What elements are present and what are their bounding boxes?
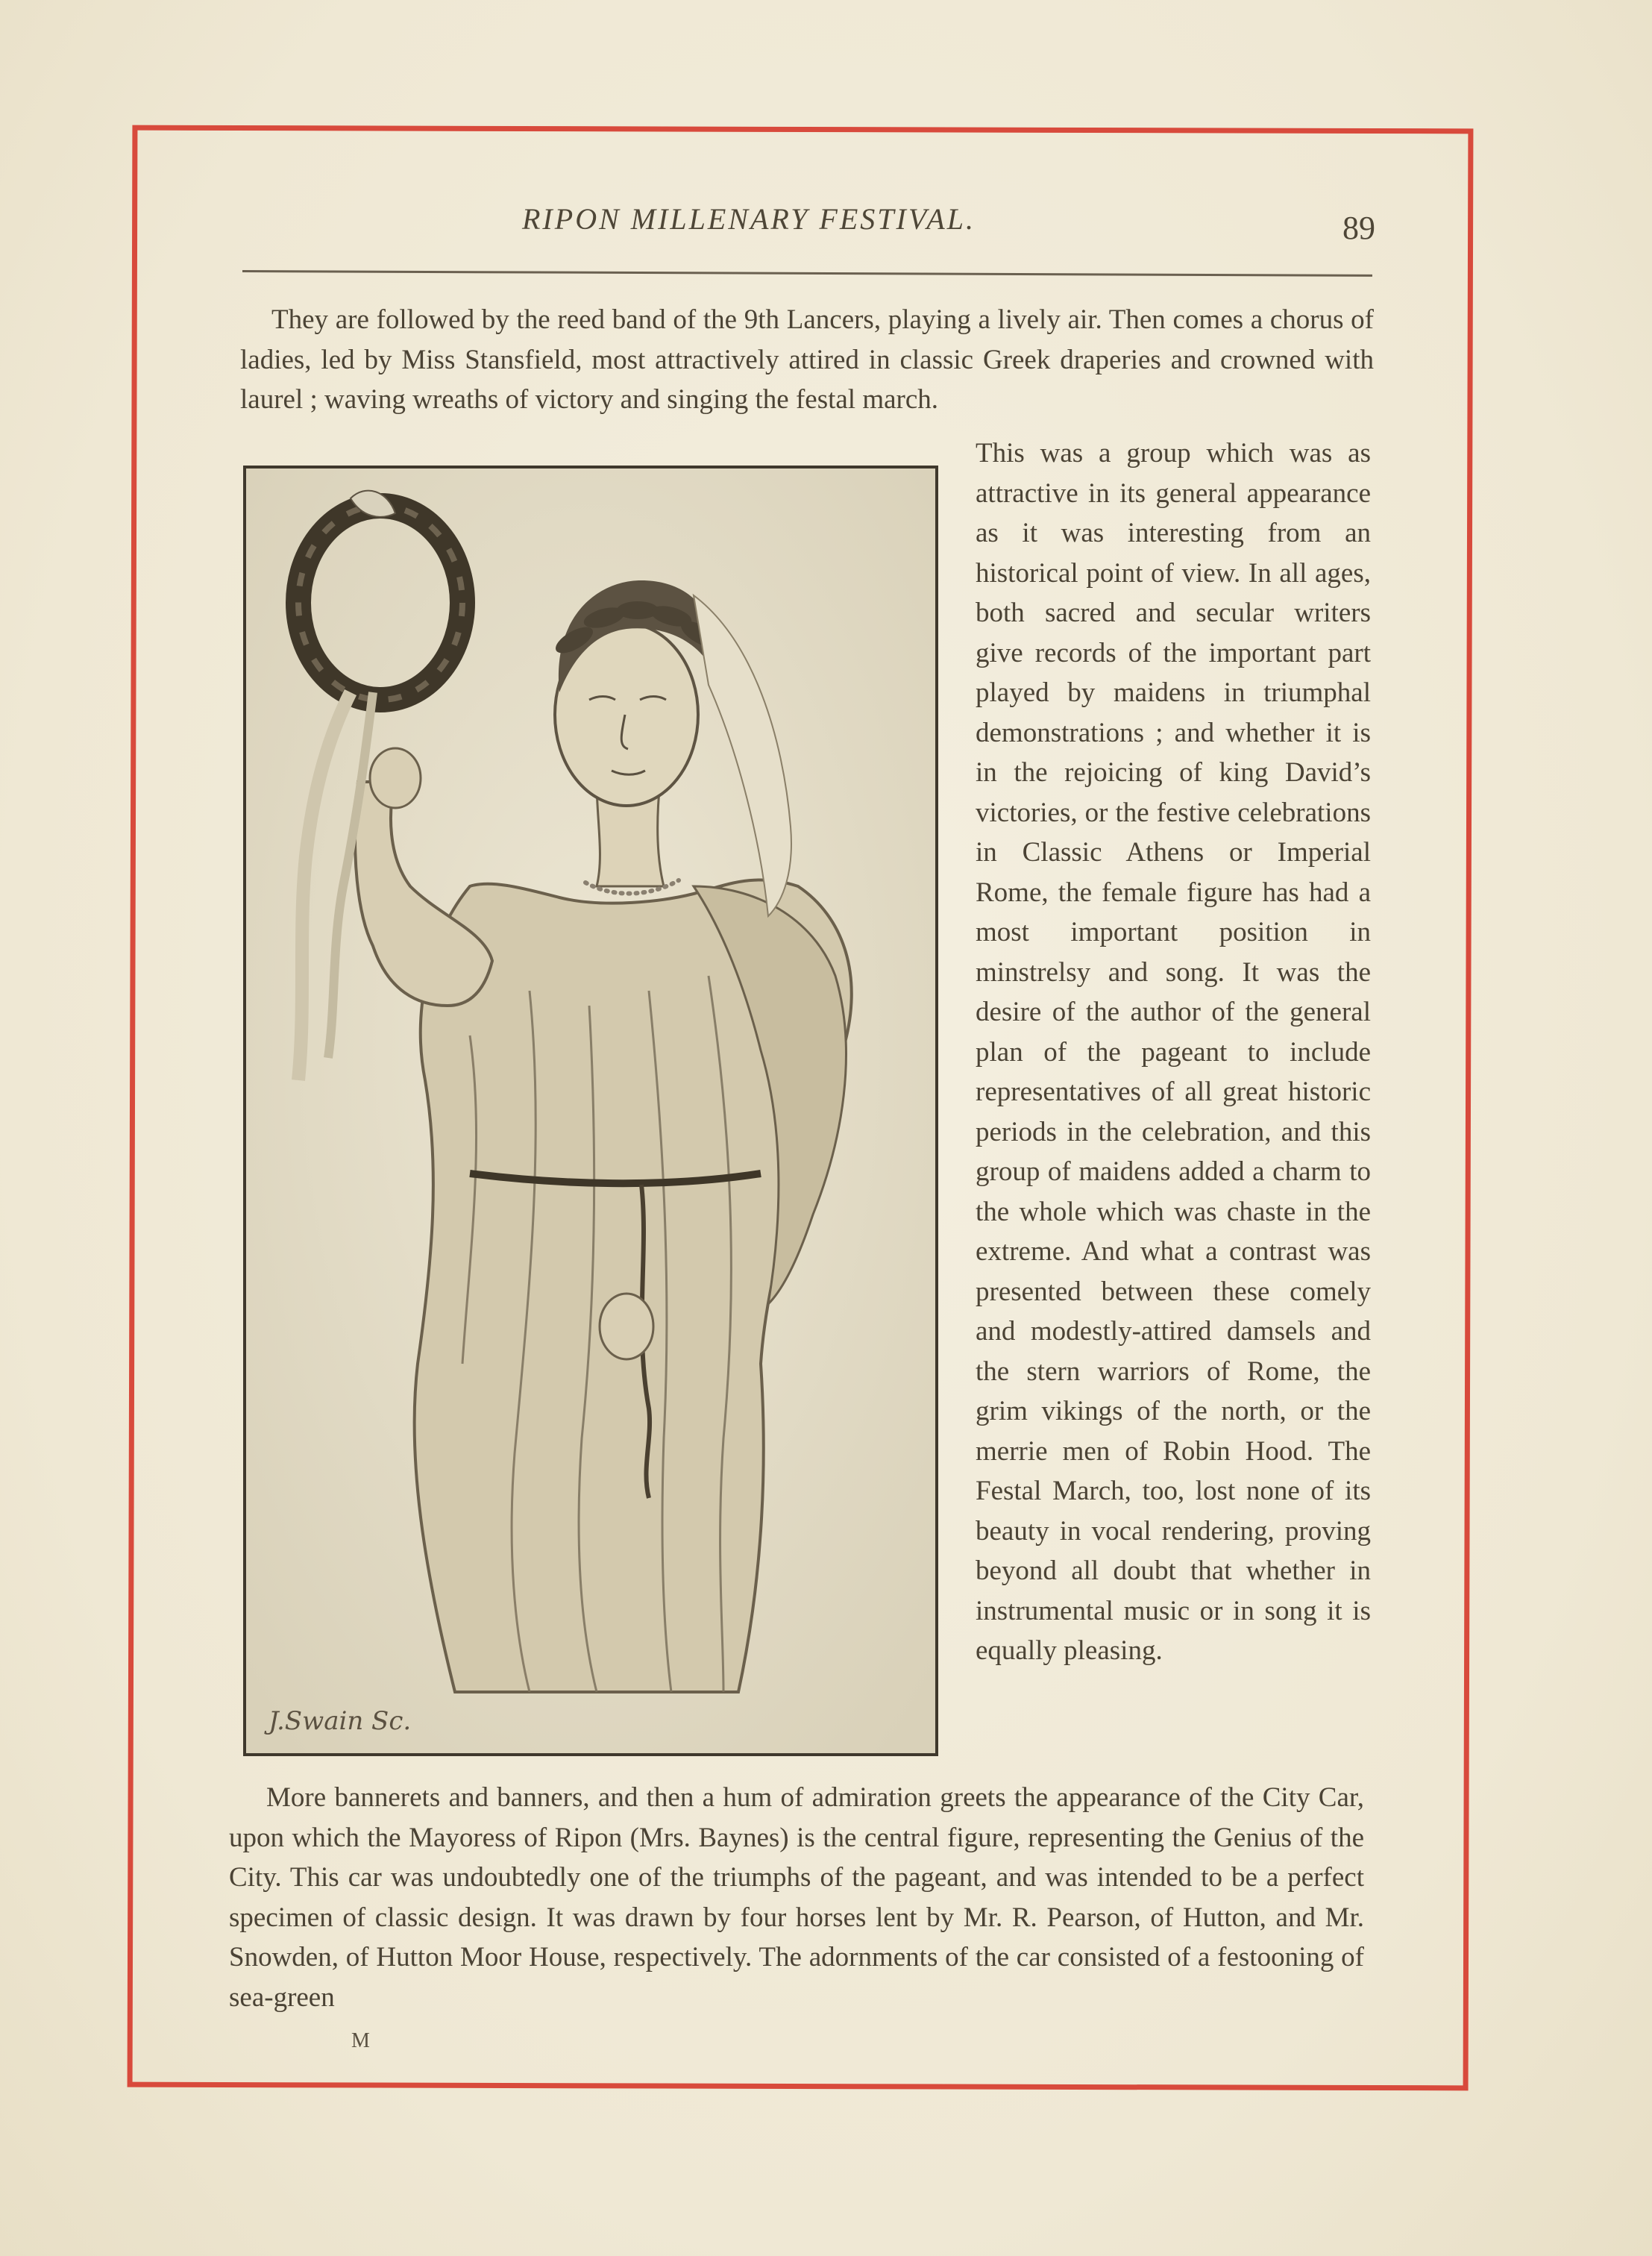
maiden-with-wreath-illustration <box>246 469 935 1753</box>
engraver-signature: J.Swain Sc. <box>268 1706 412 1736</box>
raised-hand <box>370 748 421 808</box>
illustration-plate <box>243 466 938 1756</box>
lower-hand <box>600 1294 653 1359</box>
paragraph-city-car: More bannerets and banners, and then a hum of admiration greets the appearance of the City Car, upon which the Mayoress of Ripon (Mrs. Baynes) is the central figure, representing the Genius of the City. This car was undoubtedly one of the triumphs of the pageant, and was intended to be a perfect specimen of classic design. It was drawn by four horses lent by Mr. R. Pearson, of Hutton, and Mr. Snowden, of Hutton Moor House, respectively. The adornments of the car consisted of a festooning of sea-green <box>229 1782 1364 2013</box>
page-number: 89 <box>1342 210 1375 246</box>
signature-mark: M <box>351 2029 371 2052</box>
running-head: RIPON MILLENARY FESTIVAL. <box>522 202 976 236</box>
paragraph-opening: They are followed by the reed band of the 9th Lancers, playing a lively air. Then comes a chorus of ladies, led by Miss Stansfield, most attractively attired in classic Greek draperies and crowned with laurel ; waving wreaths of victory and singing the festal march. <box>240 304 1374 415</box>
paragraph-side-column: This was a group which was as attractive in its general appearance as it was interesting from an historical point of view. In all ages, both sacred and secular writers give records of the important part played by maidens in triumphal demonstrations ; and whether it is in the rejoicing of king David’s victories, or the festive celebrations in Classic Athens or Imperial Rome, the female figure has had a most important position in minstrelsy and song. It was the desire of the author of the general plan of the pageant to include representatives of all great historic periods in the celebration, and this group of maidens added a charm to the whole which was chaste in the extreme. And what a contrast was presented between these comely and modestly-attired damsels and the stern warriors of Rome, the grim vikings of the north, or the merrie men of Robin Hood. The Festal March, too, lost none of its beauty in vocal rendering, proving beyond all doubt that whether in instrumental music or in song it is equally pleasing. <box>976 438 1371 1666</box>
